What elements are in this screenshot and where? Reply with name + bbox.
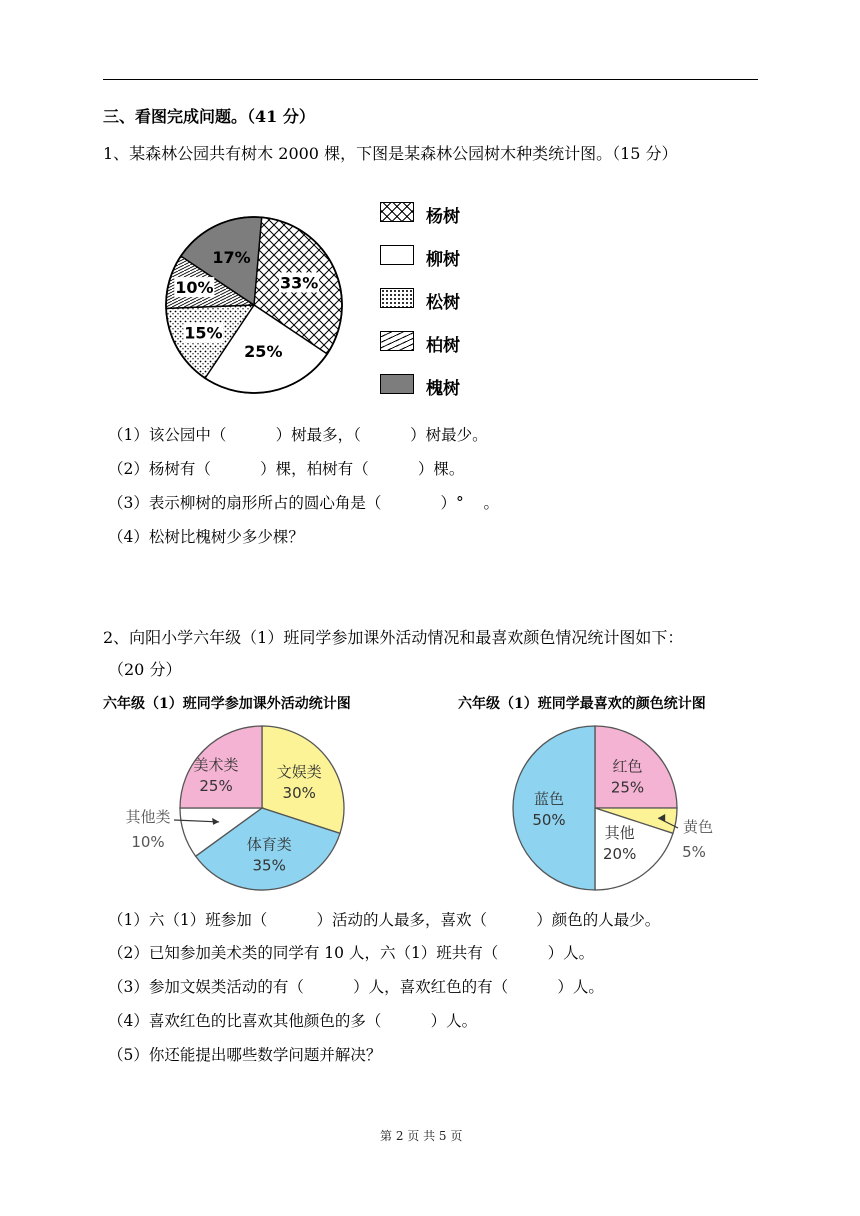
question1-prompt: 1、某森林公园共有树木 2000 棵，下图是某森林公园树木种类统计图。（15 分） xyxy=(103,144,678,163)
header-rule xyxy=(103,79,758,80)
legend1-item-4 xyxy=(380,372,500,399)
color-chart-title: 六年级（1）班同学最喜欢的颜色统计图 xyxy=(458,696,706,712)
q2-sub-4: （4）喜欢红色的比喜欢其他颜色的多（ ）人。 xyxy=(108,1012,478,1030)
tree-legend xyxy=(380,200,500,400)
legend1-label-4: 槐树 xyxy=(426,379,460,399)
pie1-label-2: 15% xyxy=(184,323,223,343)
q1-sub-2: （2）杨树有（ ）棵，柏树有（ ）棵。 xyxy=(108,460,465,478)
q2-sub-3: （3）参加文娱类活动的有（ ）人，喜欢红色的有（ ）人。 xyxy=(108,978,604,996)
pie2-value-3: 10% xyxy=(131,833,165,851)
pie2-value-1: 30% xyxy=(282,783,316,802)
q1-sub-1: （1）该公园中（ ）树最多，（ ）树最少。 xyxy=(108,426,488,444)
pie3-value-1: 5% xyxy=(682,843,706,861)
pie2-name-3: 其他类 xyxy=(125,808,171,826)
q2-sub-2: （2）已知参加美术类的同学有 10 人，六（1）班共有（ ）人。 xyxy=(108,944,595,962)
legend1-swatch-2 xyxy=(380,288,414,308)
legend1-label-2: 松树 xyxy=(426,293,460,313)
pie3-slice-3 xyxy=(513,726,595,890)
tree-species-pie-chart xyxy=(154,205,354,405)
pie3-name-1: 黄色 xyxy=(682,818,714,836)
page-footer: 第 2 页 共 5 页 xyxy=(380,1129,463,1143)
pie1-label-1: 25% xyxy=(244,342,283,362)
legend1-label-3: 柏树 xyxy=(426,336,460,356)
q2-sub-5: （5）你还能提出哪些数学问题并解决？ xyxy=(108,1046,382,1064)
pie3-name-2: 其他 xyxy=(604,823,635,842)
q1-sub-4: （4）松树比槐树少多少棵？ xyxy=(108,528,304,546)
section-title: 三、看图完成问题。（41 分） xyxy=(103,107,315,126)
legend1-swatch-4 xyxy=(380,374,414,394)
legend1-label-1: 柳树 xyxy=(426,250,460,270)
question2-points: （20 分） xyxy=(108,660,182,679)
pie3-name-3: 蓝色 xyxy=(533,790,565,808)
legend1-item-3 xyxy=(380,329,500,356)
activity-pie-chart xyxy=(110,725,350,895)
pie2-name-2: 体育类 xyxy=(246,835,292,854)
color-pie-chart xyxy=(505,725,745,895)
pie1-label-4: 17% xyxy=(212,248,251,268)
legend1-item-0 xyxy=(380,200,500,227)
pie3-value-3: 50% xyxy=(532,811,566,829)
q1-sub-3: （3）表示柳树的扇形所占的圆心角是（ ）° 。 xyxy=(108,494,499,512)
legend1-label-0: 杨树 xyxy=(426,207,460,227)
legend1-swatch-0 xyxy=(380,202,414,222)
pie3-name-0: 红色 xyxy=(612,757,643,776)
pie1-label-0: 33% xyxy=(279,273,319,293)
pie3-value-0: 25% xyxy=(610,778,645,797)
legend1-item-2 xyxy=(380,286,500,313)
legend1-item-1 xyxy=(380,243,500,270)
pie1-label-3: 10% xyxy=(175,278,214,298)
q2-sub-1: （1）六（1）班参加（ ）活动的人最多，喜欢（ ）颜色的人最少。 xyxy=(108,911,661,929)
pie2-name-0: 美术类 xyxy=(193,756,239,775)
legend1-swatch-3 xyxy=(380,331,414,351)
pie3-value-2: 20% xyxy=(603,844,637,863)
activity-chart-title: 六年级（1）班同学参加课外活动统计图 xyxy=(103,696,351,712)
question2-prompt: 2、向阳小学六年级（1）班同学参加课外活动情况和最喜欢颜色情况统计图如下： xyxy=(103,628,684,647)
legend1-swatch-1 xyxy=(380,245,414,265)
pie2-value-0: 25% xyxy=(199,777,233,796)
pie2-name-1: 文娱类 xyxy=(276,762,322,781)
pie2-value-2: 35% xyxy=(252,856,286,875)
